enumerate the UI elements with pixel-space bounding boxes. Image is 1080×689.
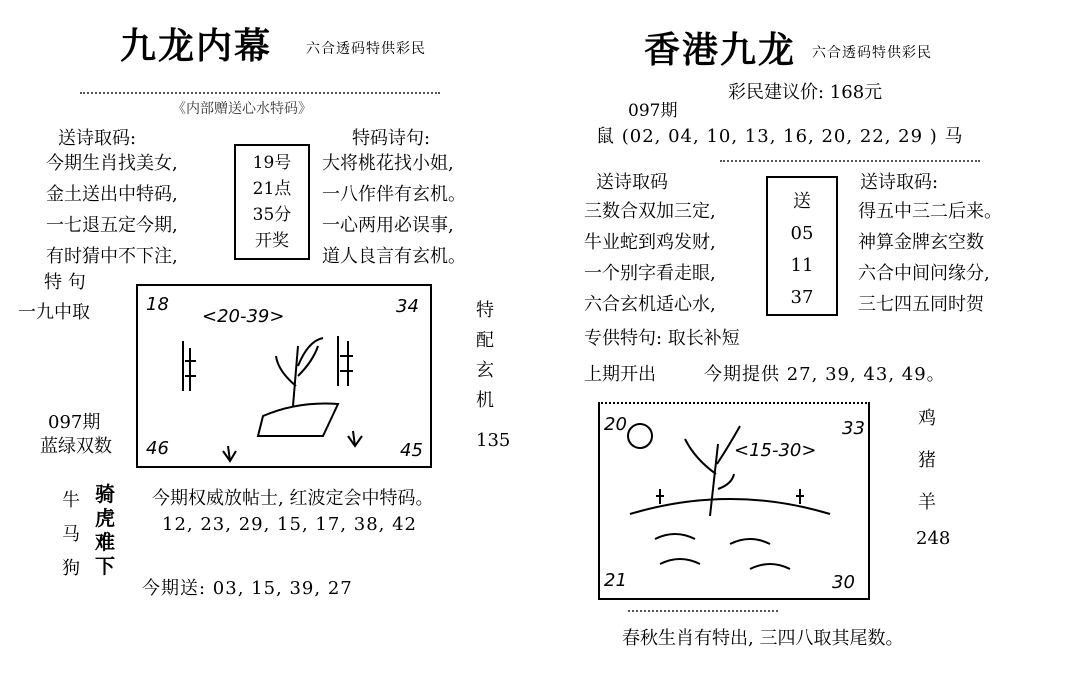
riding-char: 虎 — [95, 506, 115, 530]
poem-line: 得五中三二后来。 — [858, 201, 1002, 222]
right-dotted-divider — [720, 160, 980, 162]
left-zodiac-col — [60, 484, 82, 586]
side-zodiac-char: 猪 — [918, 450, 936, 471]
left-riding-col — [94, 482, 116, 578]
send-box-item: 37 — [790, 287, 814, 308]
special-label-1: 特 句 — [44, 272, 86, 293]
draw-info-line: 21点 — [252, 179, 292, 199]
right-poem-header-right: 送诗取码: — [860, 172, 939, 193]
left-numbers-line: 12, 23, 29, 15, 17, 38, 42 — [162, 514, 417, 535]
left-pic-top-center: <20-39> — [202, 306, 285, 327]
vertical-char: 配 — [476, 330, 494, 351]
send-box-item: 送 — [793, 191, 811, 212]
right-picture-drawing — [600, 404, 868, 598]
right-title: 香港九龙 — [644, 29, 797, 71]
right-pic-top-left: 20 — [604, 414, 627, 435]
right-poem-header-left: 送诗取码 — [596, 172, 668, 193]
left-vertical-label — [474, 296, 496, 416]
left-poem-header-right: 特码诗句: — [352, 128, 431, 149]
right-issue: 097期 — [628, 101, 678, 121]
poem-line: 牛业蛇到鸡发财, — [584, 232, 716, 253]
side-zodiac-char: 鸡 — [918, 408, 936, 429]
poem-line: 三七四五同时贺 — [858, 294, 984, 315]
poem-line: 三数合双加三定, — [584, 201, 716, 222]
right-special-line: 专供特句: 取长补短 — [584, 328, 740, 349]
poem-line: 今期生肖找美女, — [46, 153, 178, 174]
poem-line: 大将桃花找小姐, — [322, 153, 454, 174]
right-zodiac-line: 鼠 (02, 04, 10, 13, 16, 20, 22, 29 ) 马 — [596, 126, 964, 147]
right-pic-bottom-right: 30 — [832, 572, 855, 593]
poem-line: 六合玄机适心水, — [584, 294, 716, 315]
poem-line: 神算金牌玄空数 — [858, 232, 984, 253]
send-box-item: 11 — [790, 255, 814, 276]
left-pic-top-left: 18 — [146, 294, 169, 315]
left-poem-header-left: 送诗取码: — [58, 128, 137, 149]
riding-char: 骑 — [95, 482, 115, 506]
right-pic-top-right: 33 — [842, 418, 865, 439]
right-send-box — [766, 176, 838, 316]
left-poem-left — [46, 148, 178, 272]
riding-char: 下 — [95, 554, 115, 578]
zodiac-char: 狗 — [62, 558, 80, 579]
left-pic-bottom-left: 46 — [146, 438, 169, 459]
draw-info-line: 35分 — [252, 205, 292, 225]
left-side-number: 135 — [476, 430, 511, 451]
right-bottom-dots — [628, 610, 778, 612]
left-title: 九龙内幕 — [120, 25, 273, 67]
send-box-item: 05 — [790, 223, 814, 244]
right-poem-right — [858, 196, 1002, 320]
right-price: 彩民建议价: 168元 — [728, 82, 883, 103]
riding-char: 难 — [95, 530, 115, 554]
left-color-hint: 蓝绿双数 — [40, 436, 112, 457]
left-gift-line: 今期送: 03, 15, 39, 27 — [142, 578, 353, 599]
left-subtitle: 六合透码特供彩民 — [306, 41, 426, 57]
poem-line: 金土送出中特码, — [46, 184, 178, 205]
left-picture-box — [136, 284, 432, 468]
poem-line: 六合中间问缘分, — [858, 263, 990, 284]
poem-line: 一八作伴有玄机。 — [322, 184, 466, 205]
vertical-char: 机 — [476, 390, 494, 411]
right-offer-line: 今期提供 27, 39, 43, 49。 — [704, 364, 946, 385]
zodiac-char: 牛 — [62, 490, 80, 511]
poem-line: 有时猜中不下注, — [46, 246, 178, 267]
left-issue: 097期 — [48, 412, 101, 433]
right-footer: 春秋生肖有特出, 三四八取其尾数。 — [622, 628, 904, 649]
right-last-draw: 上期开出 — [584, 364, 656, 385]
draw-info-line: 19号 — [252, 153, 292, 173]
draw-info-line: 开奖 — [255, 231, 289, 251]
vertical-char: 特 — [476, 300, 494, 321]
left-pic-bottom-right: 45 — [400, 440, 423, 461]
vertical-char: 玄 — [476, 360, 494, 381]
left-poem-right — [322, 148, 466, 272]
right-pic-center: <15-30> — [734, 440, 817, 461]
left-dotted-divider — [80, 92, 440, 94]
poem-line: 一七退五定今期, — [46, 215, 178, 236]
poem-line: 一心两用必误事, — [322, 215, 454, 236]
right-poem-left — [584, 196, 716, 320]
left-inner-note: 《内部赠送心水特码》 — [172, 101, 312, 117]
zodiac-char: 马 — [62, 524, 80, 545]
right-subtitle: 六合透码特供彩民 — [812, 45, 932, 61]
left-pic-top-right: 34 — [396, 296, 419, 317]
special-label-2: 一九中取 — [18, 302, 90, 323]
poem-line: 道人良言有玄机。 — [322, 246, 466, 267]
right-picture-box — [598, 402, 870, 600]
side-zodiac-char: 羊 — [918, 492, 936, 513]
right-side-number: 248 — [916, 528, 951, 549]
left-draw-info-box — [234, 144, 310, 260]
poem-line: 一个别字看走眼, — [584, 263, 716, 284]
right-side-zodiac — [916, 398, 938, 524]
left-authority-line: 今期权威放帖士, 红波定会中特码。 — [152, 488, 434, 509]
right-pic-bottom-left: 21 — [604, 570, 627, 591]
